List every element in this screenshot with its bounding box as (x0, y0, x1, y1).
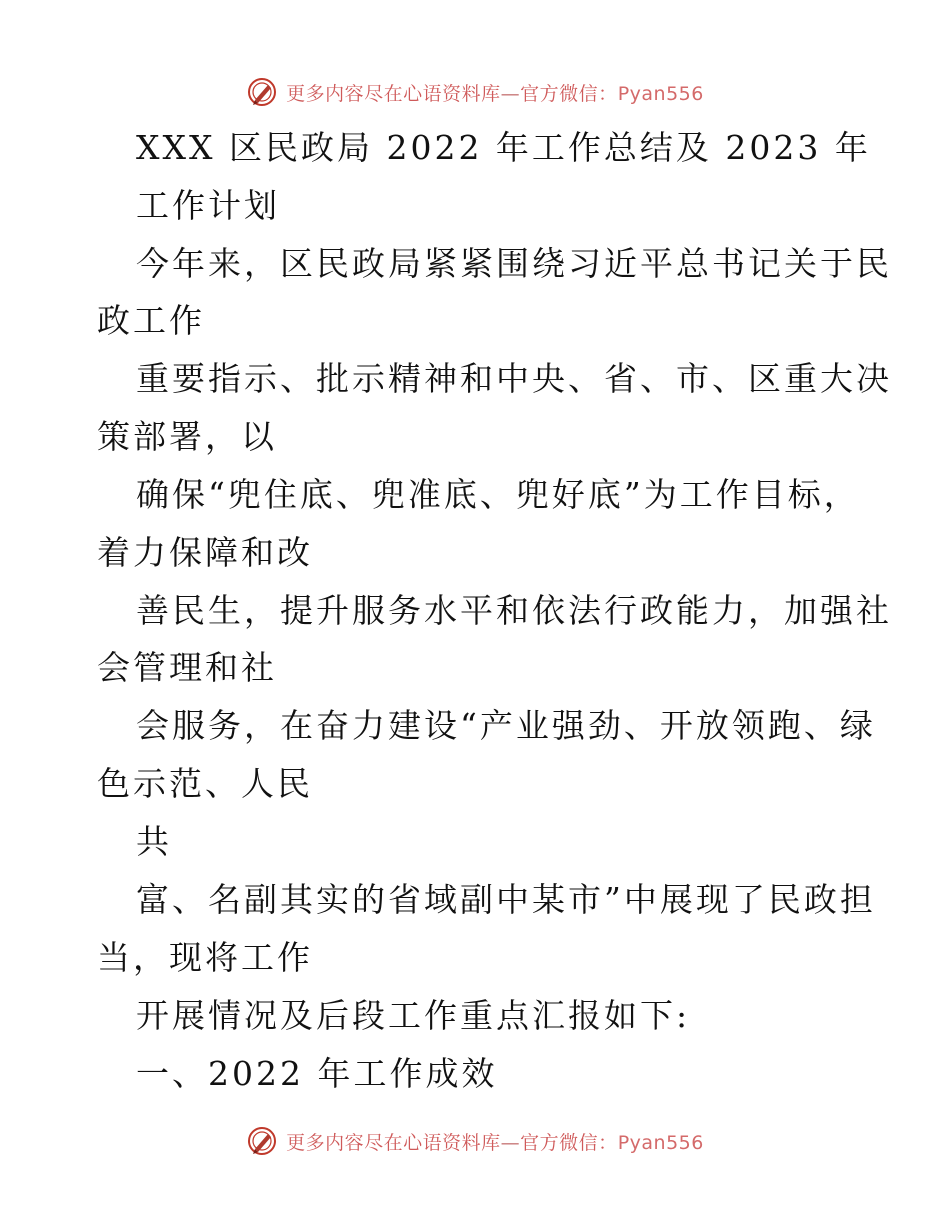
watermark-handle: Pyan556 (617, 1131, 704, 1154)
document-title-line-2: 工作计划 (136, 186, 280, 225)
watermark-handle: Pyan556 (617, 82, 704, 105)
paragraph-line: 当，现将工作 (97, 938, 313, 977)
document-title-line-1: XXX 区民政局 2022 年工作总结及 2023 年 (136, 128, 871, 167)
section-heading: 一、2022 年工作成效 (136, 1054, 498, 1093)
header-watermark (0, 72, 950, 112)
watermark-main-text: 更多内容尽在心语资料库 (286, 1131, 501, 1154)
paragraph-line: 善民生，提升服务水平和依法行政能力，加强社 (136, 591, 892, 630)
stamp-pen-logo-icon (246, 76, 278, 108)
paragraph-line: 今年来，区民政局紧紧围绕习近平总书记关于民 (136, 244, 892, 283)
paragraph-line: 富、名副其实的省域副中某市”中展现了民政担 (136, 880, 876, 919)
paragraph-line: 重要指示、批示精神和中央、省、市、区重大决 (136, 359, 892, 398)
paragraph-line: 共 (136, 822, 172, 861)
watermark-suffix: 官方微信： (520, 1131, 618, 1154)
watermark-text (286, 1128, 704, 1155)
watermark-separator: — (500, 1131, 521, 1154)
watermark-separator: — (500, 82, 521, 105)
footer-watermark (0, 1121, 950, 1161)
stamp-pen-logo-icon (246, 1125, 278, 1157)
paragraph-line: 着力保障和改 (97, 533, 313, 572)
paragraph-line: 政工作 (97, 301, 205, 340)
paragraph-line: 开展情况及后段工作重点汇报如下: (136, 996, 691, 1035)
watermark-main-text: 更多内容尽在心语资料库 (286, 82, 501, 105)
watermark-text (286, 79, 704, 106)
paragraph-line: 会管理和社 (97, 648, 277, 687)
paragraph-line: 策部署，以 (97, 417, 277, 456)
paragraph-line: 色示范、人民 (97, 764, 313, 803)
paragraph-line: 会服务，在奋力建设“产业强劲、开放领跑、绿 (136, 706, 876, 745)
paragraph-line: 确保“兜住底、兜准底、兜好底”为工作目标， (136, 475, 860, 514)
watermark-suffix: 官方微信： (520, 82, 618, 105)
